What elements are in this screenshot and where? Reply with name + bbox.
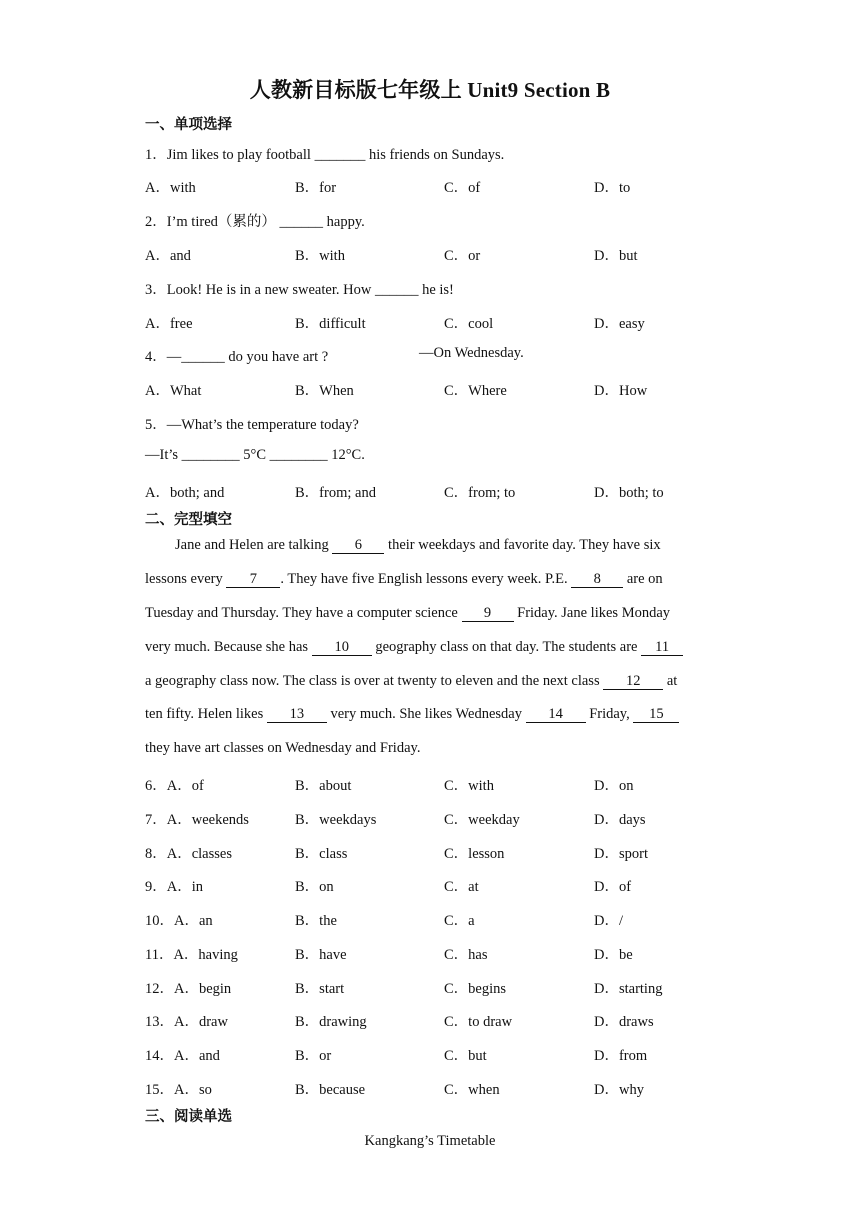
q3-option-a: A．free [145,316,193,332]
q1-option-a: A．with [145,180,196,196]
question-3-stem: 3．Look! He is in a new sweater. How ______ he is! [145,282,454,298]
q2-option-c: C．or [444,248,481,264]
q11-option-c: C．has [444,947,488,963]
q10-option-d: D．/ [594,913,623,929]
q15-option-b: B．because [295,1082,366,1098]
q9-option-a: 9．A．in [145,879,203,895]
q13-option-d: D．draws [594,1014,654,1030]
cloze-line-4: very much. Because she has 10 geography class on that day. The students are 11 [145,639,715,656]
q13-option-b: B．drawing [295,1014,367,1030]
q9-option-b: B．on [295,879,334,895]
q6-option-c: C．with [444,778,494,794]
cloze-line-5: a geography class now. The class is over at twenty to eleven and the next class 12 at [145,673,678,689]
q14-option-d: D．from [594,1048,648,1064]
q6-option-d: D．on [594,778,634,794]
q1-option-d: D．to [594,180,631,196]
q8-option-d: D．sport [594,846,648,862]
timetable-caption: Kangkang’s Timetable [364,1133,496,1149]
q5-option-a: A．both; and [145,485,225,501]
q15-option-d: D．why [594,1082,644,1098]
q4-option-c: C．Where [444,383,507,399]
cloze-blank: 11 [641,640,683,656]
section3-heading: 三、阅读单选 [145,1109,232,1125]
cloze-blank: 10 [312,640,372,656]
q4-option-a: A．What [145,383,202,399]
cloze-blank: 6 [332,538,384,554]
q9-option-c: C．at [444,879,479,895]
q14-option-a: 14．A．and [145,1048,220,1064]
q7-option-c: C．weekday [444,812,520,828]
question-4-answer-line: —On Wednesday. [419,345,524,361]
cloze-line-3: Tuesday and Thursday. They have a computer science 9 Friday. Jane likes Monday [145,605,671,621]
section1-heading: 一、单项选择 [145,117,232,133]
q12-option-a: 12．A．begin [145,981,232,997]
q2-option-b: B．with [295,248,345,264]
q15-option-c: C．when [444,1082,500,1098]
cloze-blank: 12 [603,674,663,690]
q5-option-c: C．from; to [444,485,516,501]
q5-option-d: D．both; to [594,485,664,501]
q14-option-b: B．or [295,1048,332,1064]
q11-option-a: 11．A．having [145,947,238,963]
q7-option-a: 7．A．weekends [145,812,249,828]
q5-option-b: B．from; and [295,485,376,501]
q3-option-d: D．easy [594,316,645,332]
page-title: 人教新目标版七年级上 Unit9 Section B [249,78,611,102]
q4-option-d: D．How [594,383,648,399]
q11-option-b: B．have [295,947,347,963]
q8-option-a: 8．A．classes [145,846,232,862]
question-5-line2: —It’s ________ 5°C ________ 12°C. [145,447,365,463]
q3-option-b: B．difficult [295,316,366,332]
q10-option-b: B．the [295,913,337,929]
q13-option-c: C．to draw [444,1014,513,1030]
q9-option-d: D．of [594,879,632,895]
q15-option-a: 15．A．so [145,1082,212,1098]
question-1-stem: 1．Jim likes to play football _______ his friends on Sundays. [145,147,505,163]
q12-option-c: C．begins [444,981,507,997]
cloze-line-2: lessons every 7 . They have five English lessons every week. P.E. 8 are on [145,571,663,587]
q14-option-c: C．but [444,1048,487,1064]
q4-option-b: B．When [295,383,354,399]
q1-option-b: B．for [295,180,337,196]
cloze-blank: 14 [526,707,586,723]
q8-option-b: B．class [295,846,348,862]
q13-option-a: 13．A．draw [145,1014,228,1030]
cloze-line-6: ten fifty. Helen likes 13 very much. She likes Wednesday 14 Friday, 15 [145,706,715,723]
question-4-stem: 4．—______ do you have art ? [145,349,329,365]
section2-heading: 二、完型填空 [145,512,232,528]
cloze-blank: 7 [226,572,280,588]
q12-option-d: D．starting [594,981,663,997]
cloze-line-7: they have art classes on Wednesday and Friday. [145,740,421,756]
q8-option-c: C．lesson [444,846,505,862]
q3-option-c: C．cool [444,316,494,332]
q6-option-b: B．about [295,778,352,794]
q6-option-a: 6．A．of [145,778,204,794]
q1-option-c: C．of [444,180,481,196]
cloze-blank: 9 [462,606,514,622]
cloze-line-1: Jane and Helen are talking 6 their weekdays and favorite day. They have six [175,537,661,553]
question-2-stem: 2．I’m tired（累的） ______ happy. [145,214,365,230]
q2-option-d: D．but [594,248,638,264]
q10-option-c: C．a [444,913,475,929]
q7-option-b: B．weekdays [295,812,377,828]
question-5-stem: 5．—What’s the temperature today? [145,417,359,433]
q10-option-a: 10．A．an [145,913,213,929]
q7-option-d: D．days [594,812,646,828]
q2-option-a: A．and [145,248,191,264]
q11-option-d: D．be [594,947,633,963]
q12-option-b: B．start [295,981,345,997]
cloze-blank: 13 [267,707,327,723]
cloze-blank: 8 [571,572,623,588]
cloze-blank: 15 [633,707,679,723]
